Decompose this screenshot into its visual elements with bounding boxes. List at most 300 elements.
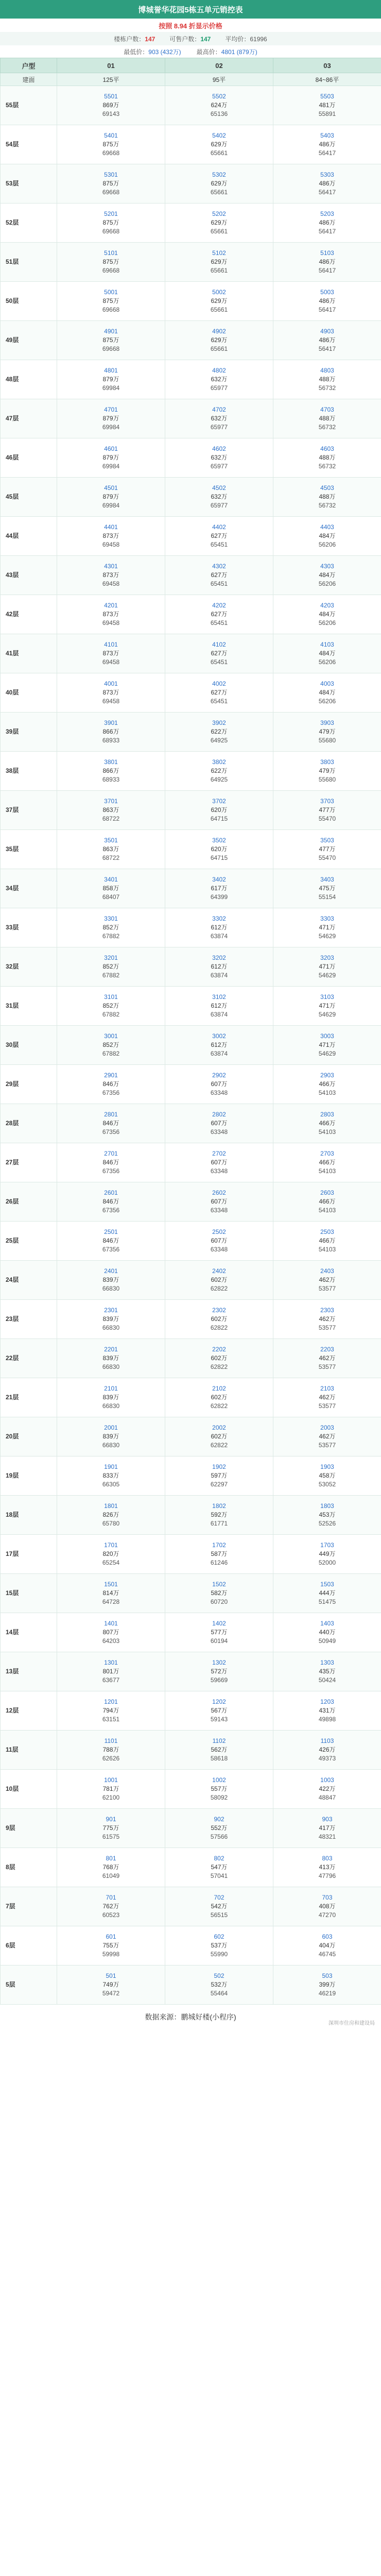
unit-cell[interactable] (165, 830, 273, 869)
unit-cell[interactable] (273, 752, 381, 791)
unit-no: 2001 (104, 1424, 118, 1431)
unit-price: 60523 (102, 1911, 120, 1919)
unit-total: 839万 (102, 1276, 119, 1283)
floor-label: 32层 (1, 947, 57, 987)
floor-label: 22层 (1, 1339, 57, 1378)
unit-total: 755万 (102, 1942, 119, 1949)
unit-cell[interactable] (57, 282, 165, 321)
unit-no: 1001 (104, 1776, 118, 1784)
area-unit-01: 125平 (57, 73, 165, 86)
unit-price: 65451 (210, 619, 228, 626)
unit-cell[interactable] (273, 556, 381, 595)
unit-cell[interactable] (165, 1652, 273, 1691)
unit-total: 875万 (102, 336, 119, 344)
unit-no: 5001 (104, 289, 118, 296)
unit-price: 65977 (210, 423, 228, 431)
unit-total: 486万 (319, 258, 336, 265)
unit-price: 61246 (210, 1559, 228, 1566)
unit-cell[interactable] (273, 86, 381, 125)
unit-total: 863万 (102, 845, 119, 853)
unit-cell[interactable] (57, 1222, 165, 1261)
unit-total: 486万 (319, 336, 336, 344)
unit-cell[interactable] (273, 438, 381, 478)
table-row (1, 1065, 381, 1104)
unit-no: 3201 (104, 954, 118, 961)
unit-total: 629万 (211, 141, 228, 148)
unit-cell[interactable] (57, 243, 165, 282)
unit-cell[interactable] (57, 830, 165, 869)
unit-total: 622万 (211, 767, 228, 774)
unit-cell[interactable] (57, 634, 165, 673)
unit-cell[interactable] (273, 1848, 381, 1887)
unit-price: 69458 (102, 698, 120, 705)
unit-cell[interactable] (273, 204, 381, 243)
unit-cell[interactable] (57, 517, 165, 556)
unit-price: 53577 (318, 1402, 336, 1410)
unit-price: 66830 (102, 1442, 120, 1449)
unit-total: 612万 (211, 924, 228, 931)
unit-cell[interactable] (273, 673, 381, 713)
unit-cell[interactable] (57, 947, 165, 987)
unit-price: 67882 (102, 972, 120, 979)
unit-cell[interactable] (273, 908, 381, 947)
floor-label: 9层 (1, 1809, 57, 1848)
floor-label: 20层 (1, 1417, 57, 1456)
unit-cell[interactable] (165, 1182, 273, 1222)
unit-total: 602万 (211, 1354, 228, 1362)
unit-cell[interactable] (273, 947, 381, 987)
area-label: 建面 (1, 73, 57, 86)
table-row (1, 634, 381, 673)
unit-no: 4503 (320, 484, 334, 492)
unit-total: 826万 (102, 1511, 119, 1518)
unit-price: 66830 (102, 1402, 120, 1410)
unit-cell[interactable] (165, 86, 273, 125)
unit-cell[interactable] (57, 1887, 165, 1926)
unit-cell[interactable] (165, 947, 273, 987)
unit-cell[interactable] (57, 987, 165, 1026)
unit-no: 2302 (212, 1307, 226, 1314)
unit-cell[interactable] (165, 1339, 273, 1378)
unit-cell[interactable] (165, 478, 273, 517)
unit-cell[interactable] (57, 86, 165, 125)
unit-cell[interactable] (165, 595, 273, 634)
unit-cell[interactable] (165, 1848, 273, 1887)
unit-price: 55464 (210, 1990, 228, 1997)
unit-price: 63151 (102, 1716, 120, 1723)
unit-no: 2401 (104, 1267, 118, 1275)
unit-cell[interactable] (273, 1574, 381, 1613)
unit-cell[interactable] (57, 1456, 165, 1496)
unit-cell[interactable] (57, 1065, 165, 1104)
unit-total: 852万 (102, 1041, 119, 1048)
unit-no: 1803 (320, 1502, 334, 1510)
unit-cell[interactable] (57, 1417, 165, 1456)
unit-no: 2901 (104, 1072, 118, 1079)
unit-price: 69984 (102, 502, 120, 509)
unit-total: 839万 (102, 1315, 119, 1323)
unit-cell[interactable] (273, 1378, 381, 1417)
unit-price: 56417 (318, 306, 336, 313)
unit-cell[interactable] (273, 517, 381, 556)
unit-total: 475万 (319, 885, 336, 892)
unit-cell[interactable] (57, 791, 165, 830)
unit-cell[interactable] (273, 987, 381, 1026)
unit-no: 2103 (320, 1385, 334, 1392)
unit-cell[interactable] (165, 1574, 273, 1613)
unit-cell[interactable] (273, 1770, 381, 1809)
unit-total: 820万 (102, 1550, 119, 1557)
unit-no: 901 (106, 1816, 116, 1823)
unit-no: 3902 (212, 719, 226, 726)
unit-cell[interactable] (165, 869, 273, 908)
unit-cell[interactable] (165, 1378, 273, 1417)
unit-total: 471万 (319, 924, 336, 931)
unit-cell[interactable] (273, 634, 381, 673)
unit-price: 56417 (318, 267, 336, 274)
unit-cell[interactable] (57, 869, 165, 908)
unit-no: 4601 (104, 445, 118, 452)
unit-cell[interactable] (57, 125, 165, 164)
unit-cell[interactable] (57, 1300, 165, 1339)
unit-total: 462万 (319, 1315, 336, 1323)
unit-cell[interactable] (273, 1143, 381, 1182)
unit-cell[interactable] (57, 1261, 165, 1300)
unit-cell[interactable] (57, 1770, 165, 1809)
unit-total: 488万 (319, 415, 336, 422)
unit-price: 53577 (318, 1324, 336, 1331)
unit-no: 2403 (320, 1267, 334, 1275)
unit-cell[interactable] (165, 634, 273, 673)
unit-cell[interactable] (273, 1339, 381, 1378)
unit-price: 53052 (318, 1481, 336, 1488)
unit-cell[interactable] (57, 1574, 165, 1613)
unit-cell[interactable] (165, 1887, 273, 1926)
unit-cell[interactable] (165, 125, 273, 164)
unit-cell[interactable] (165, 1496, 273, 1535)
unit-cell[interactable] (165, 399, 273, 438)
unit-cell[interactable] (165, 1300, 273, 1339)
unit-cell[interactable] (57, 556, 165, 595)
unit-cell[interactable] (273, 1809, 381, 1848)
unit-total: 814万 (102, 1589, 119, 1597)
unit-cell[interactable] (273, 791, 381, 830)
discount-label: 按照 8.94 折显示价格 (0, 19, 381, 32)
table-row (1, 1104, 381, 1143)
unit-price: 58618 (210, 1755, 228, 1762)
unit-total: 557万 (211, 1785, 228, 1792)
unit-total: 481万 (319, 101, 336, 109)
unit-no: 3702 (212, 798, 226, 805)
unit-cell[interactable] (165, 673, 273, 713)
unit-cell[interactable] (165, 1613, 273, 1652)
unit-no: 2803 (320, 1111, 334, 1118)
unit-price: 66305 (102, 1481, 120, 1488)
unit-price: 65451 (210, 580, 228, 587)
unit-cell[interactable] (165, 1143, 273, 1182)
unit-no: 3202 (212, 954, 226, 961)
unit-cell[interactable] (165, 1456, 273, 1496)
unit-no: 1103 (320, 1737, 334, 1744)
unit-total: 612万 (211, 1002, 228, 1009)
unit-total: 422万 (319, 1785, 336, 1792)
unit-cell[interactable] (165, 517, 273, 556)
unit-cell[interactable] (57, 438, 165, 478)
unit-cell[interactable] (57, 1496, 165, 1535)
unit-total: 417万 (319, 1824, 336, 1832)
floor-label: 40层 (1, 673, 57, 713)
unit-no: 5303 (320, 171, 334, 178)
unit-cell[interactable] (57, 1143, 165, 1182)
unit-cell[interactable] (57, 360, 165, 399)
unit-cell[interactable] (273, 1496, 381, 1535)
unit-cell[interactable] (165, 164, 273, 204)
unit-cell[interactable] (273, 399, 381, 438)
table-row (1, 1456, 381, 1496)
unit-cell[interactable] (273, 1456, 381, 1496)
unit-cell[interactable] (273, 1535, 381, 1574)
unit-cell[interactable] (165, 438, 273, 478)
unit-no: 4401 (104, 523, 118, 531)
unit-total: 632万 (211, 454, 228, 461)
unit-total: 466万 (319, 1120, 336, 1127)
unit-cell[interactable] (57, 1809, 165, 1848)
table-row (1, 517, 381, 556)
unit-cell[interactable] (165, 987, 273, 1026)
unit-cell[interactable] (165, 243, 273, 282)
unit-no: 1202 (212, 1698, 226, 1705)
unit-cell[interactable] (273, 869, 381, 908)
unit-price: 67882 (102, 1050, 120, 1057)
unit-total: 873万 (102, 532, 119, 539)
unit-price: 54103 (318, 1167, 336, 1175)
unit-total: 775万 (102, 1824, 119, 1832)
unit-cell[interactable] (273, 1065, 381, 1104)
unit-total: 484万 (319, 532, 336, 539)
table-row (1, 1339, 381, 1378)
unit-cell[interactable] (57, 478, 165, 517)
unit-cell[interactable] (165, 713, 273, 752)
unit-cell[interactable] (273, 125, 381, 164)
unit-cell[interactable] (165, 1926, 273, 1965)
unit-cell[interactable] (57, 1965, 165, 2005)
unit-cell[interactable] (57, 713, 165, 752)
unit-cell[interactable] (273, 1182, 381, 1222)
floor-label: 24层 (1, 1261, 57, 1300)
unit-cell[interactable] (165, 282, 273, 321)
unit-total: 794万 (102, 1707, 119, 1714)
unit-cell[interactable] (165, 1535, 273, 1574)
unit-cell[interactable] (165, 360, 273, 399)
unit-total: 572万 (211, 1668, 228, 1675)
unit-cell[interactable] (57, 1378, 165, 1417)
floor-label: 45层 (1, 478, 57, 517)
floor-label: 41层 (1, 634, 57, 673)
unit-no: 4301 (104, 563, 118, 570)
floor-label: 48层 (1, 360, 57, 399)
unit-price: 65451 (210, 698, 228, 705)
floor-label: 34层 (1, 869, 57, 908)
unit-cell[interactable] (273, 1300, 381, 1339)
floor-label: 38层 (1, 752, 57, 791)
unit-total: 607万 (211, 1159, 228, 1166)
unit-cell[interactable] (273, 1731, 381, 1770)
unit-no: 1003 (320, 1776, 334, 1784)
unit-no: 5301 (104, 171, 118, 178)
unit-cell[interactable] (57, 752, 165, 791)
unit-no: 5402 (212, 132, 226, 139)
unit-cell[interactable] (57, 1926, 165, 1965)
unit-total: 846万 (102, 1237, 119, 1244)
unit-cell[interactable] (273, 1926, 381, 1965)
unit-cell[interactable] (165, 1965, 273, 2005)
unit-cell[interactable] (57, 908, 165, 947)
unit-total: 875万 (102, 258, 119, 265)
unit-no: 4903 (320, 328, 334, 335)
unit-no: 2301 (104, 1307, 118, 1314)
unit-cell[interactable] (273, 830, 381, 869)
unit-cell[interactable] (165, 204, 273, 243)
unit-price: 69668 (102, 345, 120, 352)
unit-no: 1403 (320, 1620, 334, 1627)
unit-cell[interactable] (273, 1222, 381, 1261)
unit-cell[interactable] (165, 791, 273, 830)
unit-price: 68407 (102, 893, 120, 901)
unit-cell[interactable] (273, 595, 381, 634)
unit-cell[interactable] (273, 164, 381, 204)
unit-cell[interactable] (57, 1652, 165, 1691)
unit-no: 2703 (320, 1150, 334, 1157)
unit-cell[interactable] (273, 478, 381, 517)
unit-cell[interactable] (273, 321, 381, 360)
table-row (1, 125, 381, 164)
unit-cell[interactable] (57, 1339, 165, 1378)
unit-cell[interactable] (57, 1535, 165, 1574)
unit-total: 477万 (319, 806, 336, 814)
unit-cell[interactable] (273, 1261, 381, 1300)
unit-cell[interactable] (165, 1691, 273, 1731)
unit-cell[interactable] (273, 282, 381, 321)
unit-total: 587万 (211, 1550, 228, 1557)
unit-cell[interactable] (273, 1691, 381, 1731)
unit-price: 54629 (318, 972, 336, 979)
unit-total: 462万 (319, 1276, 336, 1283)
unit-cell[interactable] (165, 1261, 273, 1300)
unit-cell[interactable] (165, 1770, 273, 1809)
unit-total: 602万 (211, 1276, 228, 1283)
unit-price: 56732 (318, 502, 336, 509)
unit-cell[interactable] (57, 204, 165, 243)
unit-no: 1502 (212, 1581, 226, 1588)
unit-total: 617万 (211, 885, 228, 892)
unit-cell[interactable] (273, 1026, 381, 1065)
unit-cell[interactable] (273, 1104, 381, 1143)
unit-no: 3502 (212, 837, 226, 844)
unit-no: 4202 (212, 602, 226, 609)
unit-cell[interactable] (165, 1065, 273, 1104)
unit-cell[interactable] (165, 1809, 273, 1848)
unit-price: 69458 (102, 619, 120, 626)
unit-cell[interactable] (273, 1887, 381, 1926)
unit-price: 64715 (210, 815, 228, 822)
unit-total: 488万 (319, 493, 336, 500)
unit-price: 56206 (318, 619, 336, 626)
unit-cell[interactable] (165, 1104, 273, 1143)
unit-total: 869万 (102, 101, 119, 109)
unit-no: 4803 (320, 367, 334, 374)
unit-cell[interactable] (273, 1965, 381, 2005)
unit-no: 3003 (320, 1032, 334, 1040)
floor-label: 53层 (1, 164, 57, 204)
unit-cell[interactable] (57, 673, 165, 713)
unit-total: 762万 (102, 1903, 119, 1910)
unit-price: 64925 (210, 737, 228, 744)
unit-cell[interactable] (165, 1222, 273, 1261)
unit-cell[interactable] (165, 1731, 273, 1770)
floor-label: 14层 (1, 1613, 57, 1652)
unit-no: 2902 (212, 1072, 226, 1079)
unit-cell[interactable] (57, 1731, 165, 1770)
unit-total: 542万 (211, 1903, 228, 1910)
floor-label: 43层 (1, 556, 57, 595)
unit-cell[interactable] (273, 713, 381, 752)
unit-cell[interactable] (57, 164, 165, 204)
unit-cell[interactable] (165, 908, 273, 947)
unit-cell[interactable] (273, 243, 381, 282)
unit-total: 873万 (102, 571, 119, 579)
unit-cell[interactable] (165, 1417, 273, 1456)
unit-cell[interactable] (57, 1848, 165, 1887)
unit-no: 501 (106, 1972, 116, 1979)
unit-no: 3803 (320, 758, 334, 766)
unit-cell[interactable] (273, 360, 381, 399)
unit-price: 65451 (210, 541, 228, 548)
unit-cell[interactable] (165, 556, 273, 595)
unit-cell[interactable] (273, 1613, 381, 1652)
unit-price: 65661 (210, 189, 228, 196)
unit-cell[interactable] (57, 595, 165, 634)
unit-price: 67356 (102, 1128, 120, 1136)
unit-cell[interactable] (165, 1026, 273, 1065)
unit-cell[interactable] (57, 399, 165, 438)
unit-price: 52000 (318, 1559, 336, 1566)
unit-cell[interactable] (57, 1104, 165, 1143)
unit-price: 64715 (210, 854, 228, 861)
unit-total: 627万 (211, 650, 228, 657)
header-unit-01: 01 (57, 58, 165, 73)
unit-cell[interactable] (57, 321, 165, 360)
unit-price: 61771 (210, 1520, 228, 1527)
unit-cell[interactable] (57, 1613, 165, 1652)
unit-cell[interactable] (57, 1691, 165, 1731)
unit-total: 449万 (319, 1550, 336, 1557)
unit-no: 801 (106, 1855, 116, 1862)
unit-no: 5002 (212, 289, 226, 296)
unit-cell[interactable] (165, 752, 273, 791)
unit-price: 59998 (102, 1951, 120, 1958)
unit-price: 56417 (318, 345, 336, 352)
unit-cell[interactable] (57, 1182, 165, 1222)
unit-total: 852万 (102, 924, 119, 931)
unit-cell[interactable] (165, 321, 273, 360)
unit-price: 54103 (318, 1128, 336, 1136)
unit-cell[interactable] (57, 1026, 165, 1065)
unit-no: 4501 (104, 484, 118, 492)
unit-price: 54629 (318, 1011, 336, 1018)
unit-no: 3703 (320, 798, 334, 805)
unit-cell[interactable] (273, 1652, 381, 1691)
unit-cell[interactable] (273, 1417, 381, 1456)
